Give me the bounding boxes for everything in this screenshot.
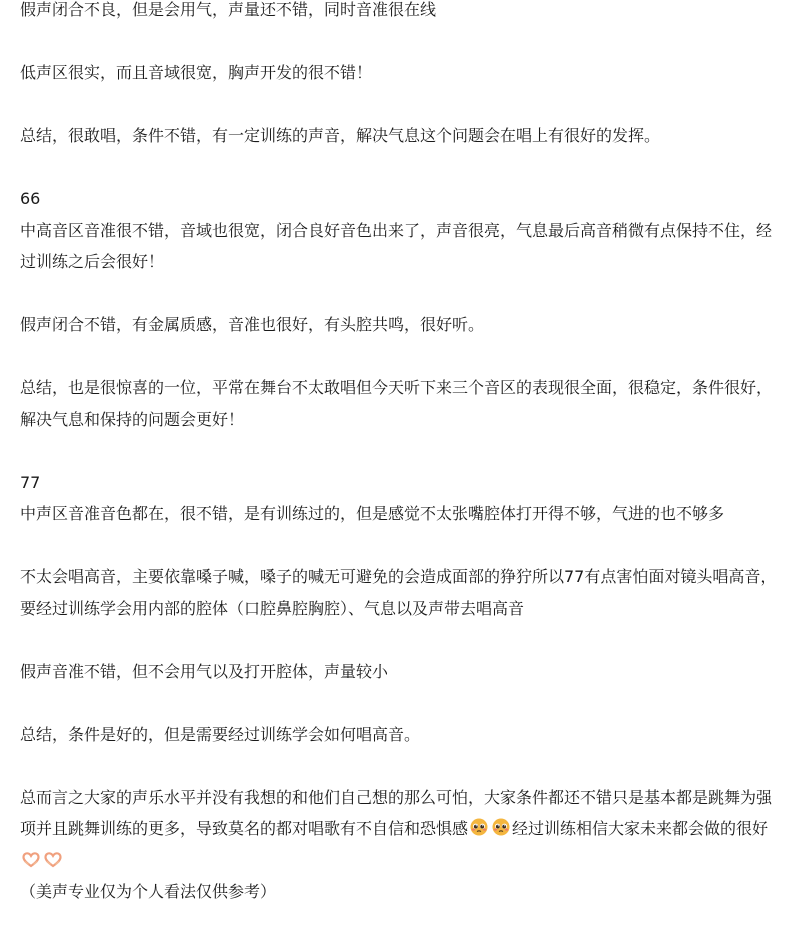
paragraph: 总结，很敢唱，条件不错，有一定训练的声音，解决气息这个问题会在唱上有很好的发挥。 bbox=[20, 126, 661, 145]
section-number: 66 bbox=[20, 189, 41, 208]
pleading-face-icon bbox=[470, 818, 488, 836]
paragraph-spacer bbox=[20, 26, 780, 58]
paragraph-spacer bbox=[20, 152, 780, 184]
paragraph-spacer bbox=[20, 278, 780, 310]
paragraph-spacer bbox=[20, 89, 780, 121]
closing-text-part2: 经过训练相信大家未来都会做的很好 bbox=[512, 819, 769, 838]
paragraph-spacer bbox=[20, 624, 780, 656]
paragraph: 假声音准不错，但不会用气以及打开腔体，声量较小 bbox=[20, 661, 389, 681]
paragraph: 总结，条件是好的，但是需要经过训练学会如何唱高音。 bbox=[20, 724, 421, 744]
closing-paragraph bbox=[20, 782, 780, 877]
paragraph: 低声区很实，而且音域很宽，胸声开发的很不错！ bbox=[20, 63, 373, 82]
paragraph-spacer bbox=[20, 687, 780, 719]
paragraph-spacer bbox=[20, 750, 780, 782]
closing-text-part1: 总而言之大家的声乐水平并没有我想的和他们自己想的那么可怕，大家条件都还不错只是基本都是跳舞为强项并且跳舞训练的更多，导致莫名的都对唱歌有不自信和恐惧感 bbox=[20, 787, 773, 838]
section-number: 77 bbox=[20, 472, 41, 492]
paragraph: 总结，也是很惊喜的一位，平常在舞台不太敢唱但今天听下来三个音区的表现很全面，很稳定，条件很好，解决气息和保持的问题会更好！ bbox=[20, 378, 773, 429]
pleading-face-icon bbox=[492, 818, 510, 836]
paragraph: 假声闭合不错，有金属质感，音准也很好，有头腔共鸣，很好听。 bbox=[20, 315, 485, 334]
paragraph: 不太会唱高音，主要依靠嗓子喊，嗓子的喊无可避免的会造成面部的狰狞所以77有点害怕面对镜头唱高音，要经过训练学会用内部的腔体（口腔鼻腔胸腔）、气息以及声带去唱高音 bbox=[20, 567, 777, 618]
heart-hands-icon bbox=[22, 852, 40, 868]
paragraph: 假声闭合不良，但是会用气，声量还不错，同时音准很在线 bbox=[20, 0, 437, 19]
heart-hands-icon bbox=[44, 852, 62, 868]
paragraph-list bbox=[20, 0, 780, 782]
article-body bbox=[20, 0, 780, 908]
paragraph: 中高音区音准很不错，音域也很宽，闭合良好音色出来了，声音很亮，气息最后高音稍微有点保持不住，经过训练之后会很好！ bbox=[20, 220, 773, 271]
disclaimer-note: （美声专业仅为个人看法仅供参考） bbox=[20, 882, 277, 901]
paragraph-spacer bbox=[20, 341, 780, 373]
paragraph: 中声区音准音色都在，很不错，是有训练过的，但是感觉不太张嘴腔体打开得不够，气进的也不够多 bbox=[20, 504, 725, 523]
paragraph-spacer bbox=[20, 435, 780, 467]
paragraph-spacer bbox=[20, 530, 780, 562]
